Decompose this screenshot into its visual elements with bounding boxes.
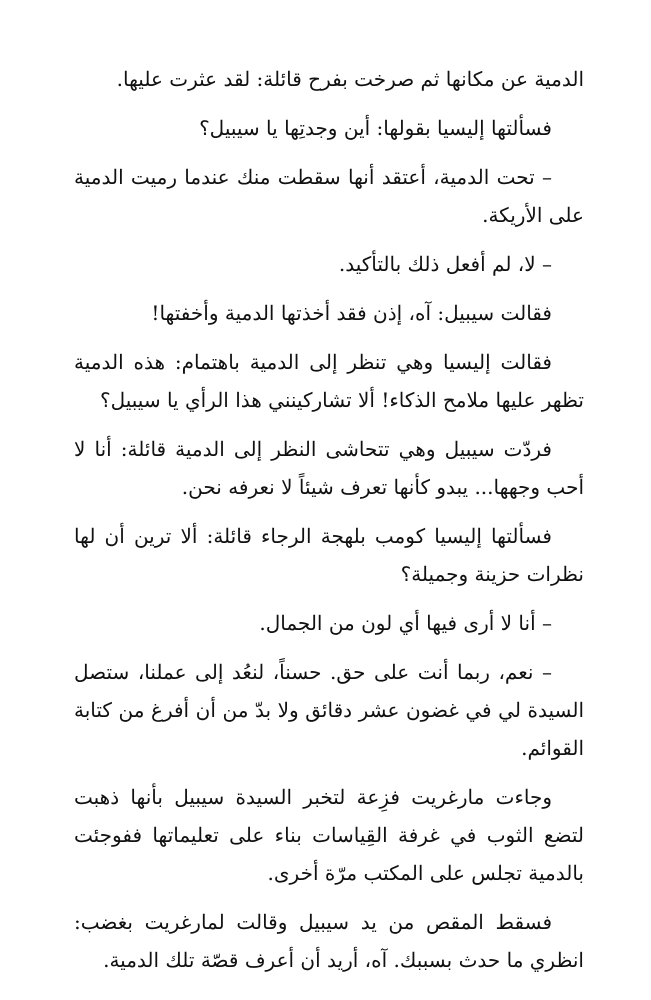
paragraph-8: فسألتها إليسيا كومب بلهجة الرجاء قائلة: ألا ترين أن لها نظرات حزينة وجميلة؟ — [74, 524, 584, 586]
paragraph-11: وجاءت مارغريت فزِعة لتخبر السيدة سيبيل بأنها ذهبت لتضع الثوب في غرفة القِياسات بناء على تعليماتها ففوجئت بالدمية تجلس على المكتب مرّة أخرى. — [74, 785, 584, 885]
paragraph-12: فسقط المقص من يد سيبيل وقالت لمارغريت بغضب: انظري ما حدث بسببك. آه، أريد أن أعرف قصّة تلك الدمية. — [74, 910, 584, 972]
paragraph-10: – نعم، ربما أنت على حق. حسناً، لنعُد إلى عملنا، ستصل السيدة لي في غضون عشر دقائق ولا بدّ من أن أفرغ من كتابة القوائم. — [74, 660, 584, 760]
paragraph-1: الدمية عن مكانها ثم صرخت بفرح قائلة: لقد عثرت عليها. — [116, 67, 584, 91]
paragraph-3: – تحت الدمية، أعتقد أنها سقطت منك عندما رميت الدمية على الأريكة. — [74, 165, 584, 227]
paragraph-4: – لا، لم أفعل ذلك بالتأكيد. — [338, 252, 552, 276]
paragraph-9: – أنا لا أرى فيها أي لون من الجمال. — [259, 611, 552, 635]
book-page — [74, 60, 584, 990]
paragraph-5: فقالت سيبيل: آه، إذن فقد أخذتها الدمية وأخفتها! — [151, 301, 552, 325]
paragraph-2: فسألتها إليسيا بقولها: أين وجدتِها يا سيبيل؟ — [199, 116, 552, 140]
paragraph-7: فردّت سيبيل وهي تتحاشى النظر إلى الدمية قائلة: أنا لا أحب وجهها... يبدو كأنها تعرف شيئاً لا نعرفه نحن. — [74, 437, 584, 499]
paragraph-6: فقالت إليسيا وهي تنظر إلى الدمية باهتمام: هذه الدمية تظهر عليها ملامح الذكاء! ألا تشاركينني هذا الرأي يا سيبيل؟ — [74, 350, 584, 412]
